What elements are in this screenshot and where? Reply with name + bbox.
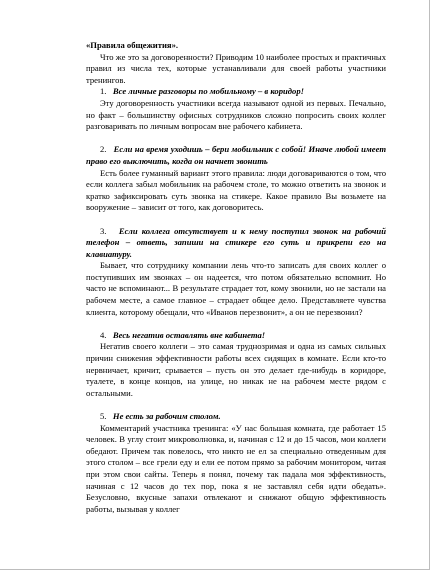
rule-5-text: Комментарий участника тренинга: «У нас большая комната, где работает 15 человек. В углу стоит микроволновка, и, начиная с 12 и до 15 часов, мои коллеги обедают. Причем так повелось, что никто не ел за специально отведенным для этого столом – все грели еду и ели ее потом прямо за рабочим монитором, читая при этом свои сайты. Теперь я понял, почему так падала моя эффективность, начиная с 12 часов до тех пор, пока я не заставлял себя идти обедать». Безусловно, вкусные запахи отвлекают и снижают общую эффективность работы, вызывая у коллег: [86, 422, 386, 514]
rule-5-number: 5.: [100, 411, 107, 421]
rule-3-title: Если коллега отсутствует и к нему поступил звонок на рабочий телефон – ответь, запиши на стикере его суть и прикрепи его на клавиатуру.: [86, 225, 386, 259]
rule-2-heading: [86, 144, 386, 167]
rule-5-heading: [86, 411, 386, 423]
rule-1-text: Эту договоренность участники всегда называют одной из первых. Печально, но факт – большинству офисных сотрудников сложно попросить своих коллег разговаривать по личным вопросам вне рабочего кабинета.: [86, 97, 386, 132]
rule-2-text: Есть более гуманный вариант этого правила: люди договариваются о том, что если коллега забыл мобильник на рабочем столе, то можно ответить на звонок и кратко зафиксировать суть звонка на стикере. Какое правило Вы возьмете на вооружение – зависит от того, как договоритесь.: [86, 167, 386, 213]
rule-3-heading: [86, 226, 386, 261]
rule-4-text: Негатив своего коллеги – это самая труднозримая и одна из самых сильных причин снижения эффективности работы всех сидящих в комнате. Если кто-то нервничает, кричит, срывается – пусть он это делает где-нибудь в коридоре, туалете, в конце концов, на улице, но никак не на рабочем месте рядом с остальными.: [86, 341, 386, 398]
document-title: «Правила общежития».: [86, 40, 179, 50]
document-body: [86, 40, 386, 515]
rule-2-number: 2.: [100, 144, 107, 155]
rule-4-title: Весь негатив оставлять вне кабинета!: [112, 329, 266, 340]
intro-paragraph: Что же это за договоренности? Приводим 10 наиболее простых и практичных правил из числа тех, которые устанавливали для своей работы участники тренингов.: [86, 51, 386, 85]
rule-3-number: 3.: [100, 225, 107, 236]
rule-2-title: Если на время уходишь – бери мобильник с собой! Иначе любой имеет право его выключить, когда он начнет звонить: [86, 144, 386, 166]
rule-1-heading: [86, 86, 386, 98]
rule-3-text: Бывает, что сотруднику компании лень что-то записать для своих коллег о поступивших им звонках – он надеется, что потом обязательно вспомнит. Но часто не вспоминают... В результате страдает тот, кому звонили, но не застали на рабочем месте, а самое главное – страдает общее дело. Представляете чувства клиента, которому обещали, что «Иванов перезвонит», а он не перезвонил?: [86, 260, 386, 317]
rule-4-heading: [86, 330, 386, 342]
rule-5-title: Не есть за рабочим столом.: [112, 411, 221, 421]
rule-4-number: 4.: [100, 329, 107, 340]
rule-1-title: Все личные разговоры по мобильному – в коридор!: [112, 86, 304, 97]
rule-1-number: 1.: [100, 86, 107, 97]
